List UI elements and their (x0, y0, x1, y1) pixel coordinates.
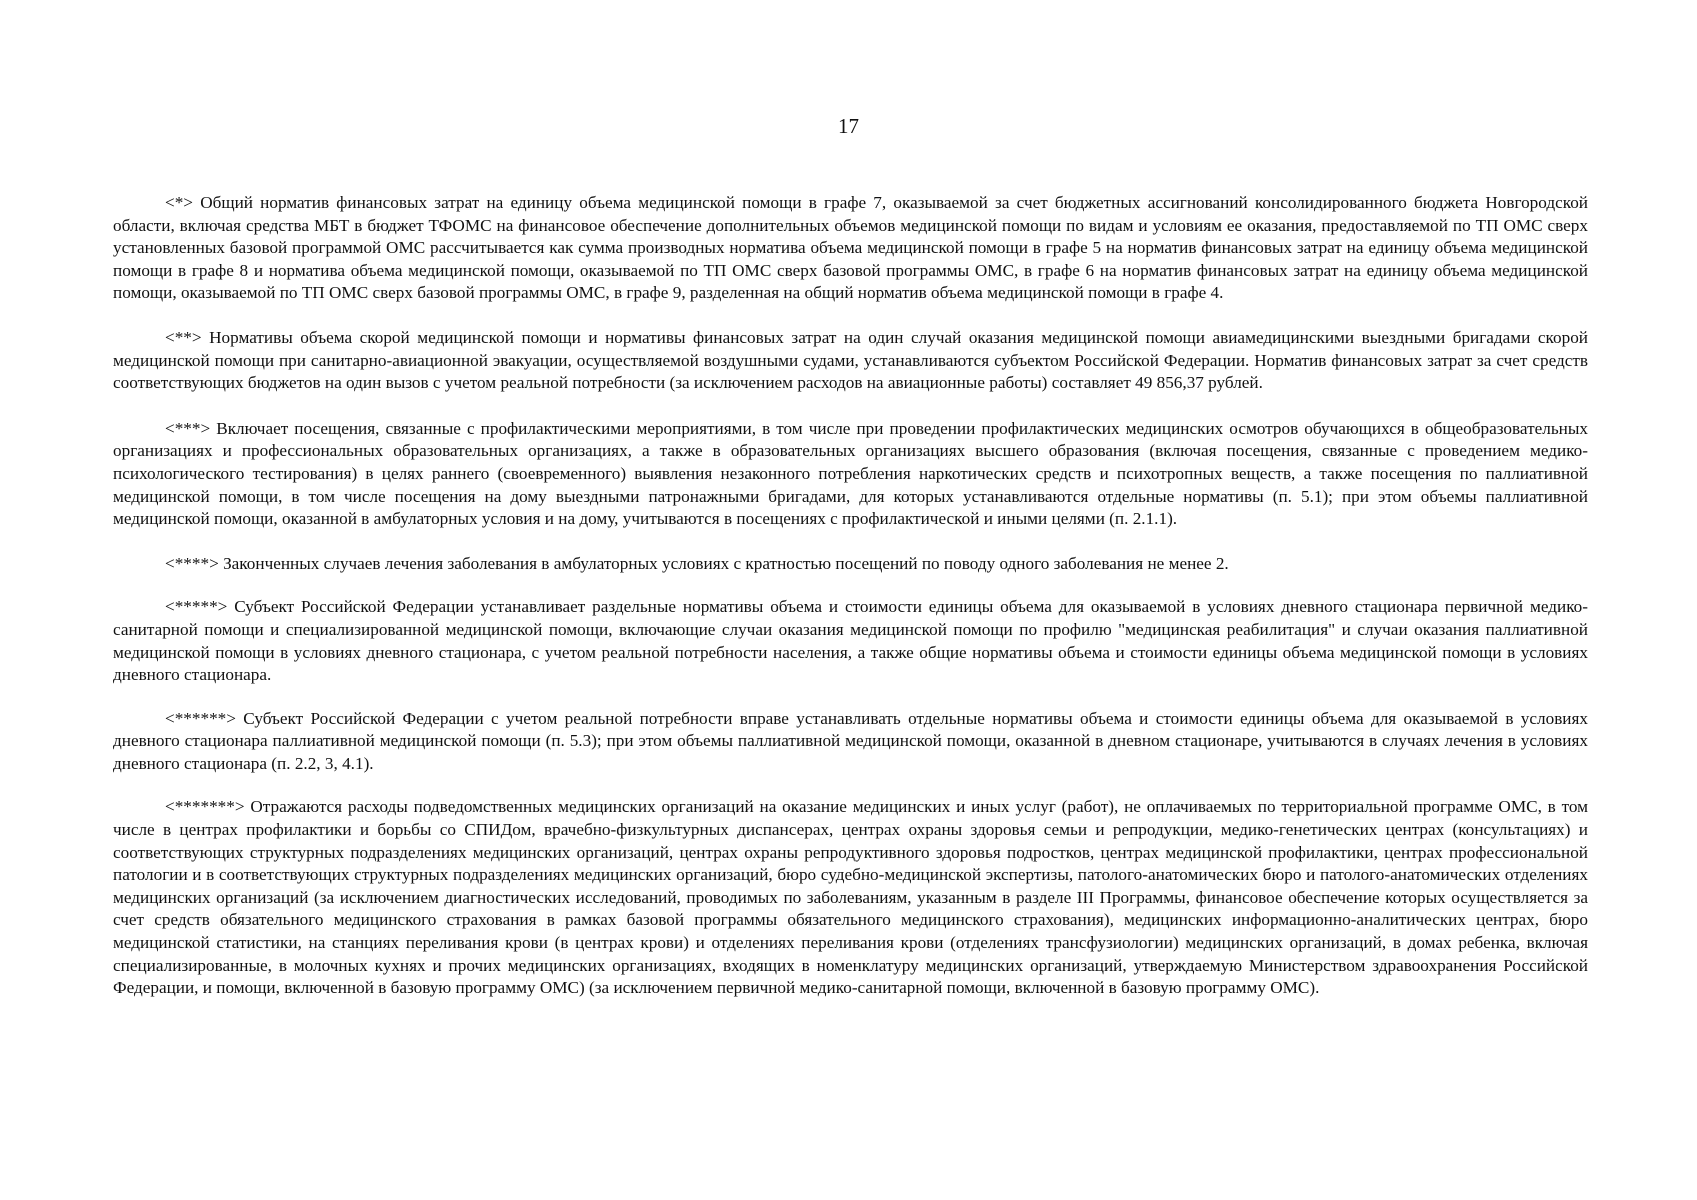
page-number: 17 (838, 114, 859, 138)
footnote-text: Субъект Российской Федерации с учетом реальной потребности вправе устанавливать отдельные нормативы объема и стоимости единицы объема для оказываемой в условиях дневного стационара паллиативной медицинской помощи (п. 5.3); при этом объемы паллиативной медицинской помощи, оказанной в дневном стационаре, учитываются в случаях лечения в условиях дневного стационара (п. 2.2, 3, 4.1). (113, 708, 1589, 773)
footnote-7 (113, 796, 1588, 999)
footnote-2 (113, 327, 1588, 395)
footnote-marker: <*****> (165, 597, 228, 617)
footnote-text: Законченных случаев лечения заболевания в амбулаторных условиях с кратностью посещений по поводу одного заболевания не менее 2. (223, 553, 1229, 573)
footnote-marker: <*> (165, 193, 193, 212)
footnotes (113, 192, 1588, 1000)
footnote-marker: <******> (165, 708, 236, 728)
footnote-6 (113, 708, 1588, 776)
footnote-3 (113, 418, 1588, 531)
footnote-text: Отражаются расходы подведомственных медицинских организаций на оказание медицинских и иных услуг (работ), не оплачиваемых по территориальной программе ОМС, в том числе в центрах профилактики и борьбы со СПИДом, врачебно-физкультурных диспансерах, центрах охраны здоровья семьи и репродукции, медико-генетических центрах (консультациях) и соответствующих структурных подразделениях медицинских организаций, центрах охраны репродуктивного здоровья подростков, центрах медицинской профилактики, центрах профессиональной патологии и в соответствующих структурных подразделениях медицинских организаций, бюро судебно-медицинской экспертизы, патолого-анатомических бюро и патолого-анатомических отделениях медицинских организаций (за исключением диагностических исследований, проводимых по заболеваниям, указанным в разделе III Программы, финансовое обеспечение которых осуществляется за счет средств обязательного медицинского страхования в рамках базовой программы обязательного медицинского страхования), медицинских информационно-аналитических центрах, бюро медицинской статистики, на станциях переливания крови (в центрах крови) и отделениях переливания крови (отделениях трансфузиологии) медицинских организаций, в домах ребенка, включая специализированные, в молочных кухнях и прочих медицинских организациях, входящих в номенклатуру медицинских организаций, утверждаемую Министерством здравоохранения Российской Федерации, и помощи, включенной в базовую программу ОМС) (за исключением первичной медико-санитарной помощи, включенной в базовую программу ОМС). (113, 797, 1589, 998)
footnote-1 (113, 192, 1588, 305)
footnote-5 (113, 596, 1588, 686)
footnote-marker: <**> (165, 327, 202, 347)
footnote-marker: <****> (165, 553, 219, 573)
footnote-text: Общий норматив финансовых затрат на единицу объема медицинской помощи в графе 7, оказываемой за счет бюджетных ассигнований консолидированного бюджета Новгородской области, включая средства МБТ в бюджет ТФОМС на финансовое обеспечение дополнительных объемов медицинской помощи по видам и условиям ее оказания, предоставляемой по ТП ОМС сверх установленных базовой программой ОМС рассчитывается как сумма производных норматива объема медицинской помощи в графе 5 на норматив финансовых затрат на единицу объема медицинской помощи в графе 8 и норматива объема медицинской помощи, оказываемой по ТП ОМС сверх базовой программы ОМС, в графе 6 на норматив финансовых затрат на единицу объема медицинской помощи, оказываемой по ТП ОМС сверх базовой программы ОМС, в графе 9, разделенная на общий норматив объема медицинской помощи в графе 4. (113, 193, 1588, 303)
footnote-4 (113, 553, 1588, 576)
footnote-marker: <***> (165, 418, 211, 438)
footnote-text: Субъект Российской Федерации устанавливает раздельные нормативы объема и стоимости единицы объема для оказываемой в условиях дневного стационара первичной медико-санитарной помощи и специализированной медицинской помощи, включающие случаи оказания медицинской помощи по профилю "медицинская реабилитация" и случаи оказания паллиативной медицинской помощи в условиях дневного стационара, с учетом реальной потребности населения, а также общие нормативы объема и стоимости единицы объема медицинской помощи в условиях дневного стационара. (113, 597, 1588, 685)
footnote-marker: <*******> (165, 797, 245, 817)
footnote-text: Нормативы объема скорой медицинской помощи и нормативы финансовых затрат на один случай оказания медицинской помощи авиамедицинскими выездными бригадами скорой медицинской помощи при санитарно-авиационной эвакуации, осуществляемой воздушными судами, устанавливаются субъектом Российской Федерации. Норматив финансовых затрат за счет средств соответствующих бюджетов на один вызов с учетом реальной потребности (за исключением расходов на авиационные работы) составляет 49 856,37 рублей. (113, 327, 1588, 393)
footnote-text: Включает посещения, связанные с профилактическими мероприятиями, в том числе при проведении профилактических медицинских осмотров обучающихся в общеобразовательных организациях и профессиональных образовательных организациях, а также в образовательных организациях высшего образования (включая посещения, связанные с проведением медико-психологического тестирования) в целях раннего (своевременного) выявления незаконного потребления наркотических средств и психотропных веществ, а также посещения по паллиативной медицинской помощи, в том числе посещения на дому выездными патронажными бригадами, для которых устанавливаются отдельные нормативы (п. 5.1); при этом объемы паллиативной медицинской помощи, оказанной в амбулаторных условия и на дому, учитываются в посещениях с профилактической и иными целями (п. 2.1.1). (113, 418, 1588, 529)
